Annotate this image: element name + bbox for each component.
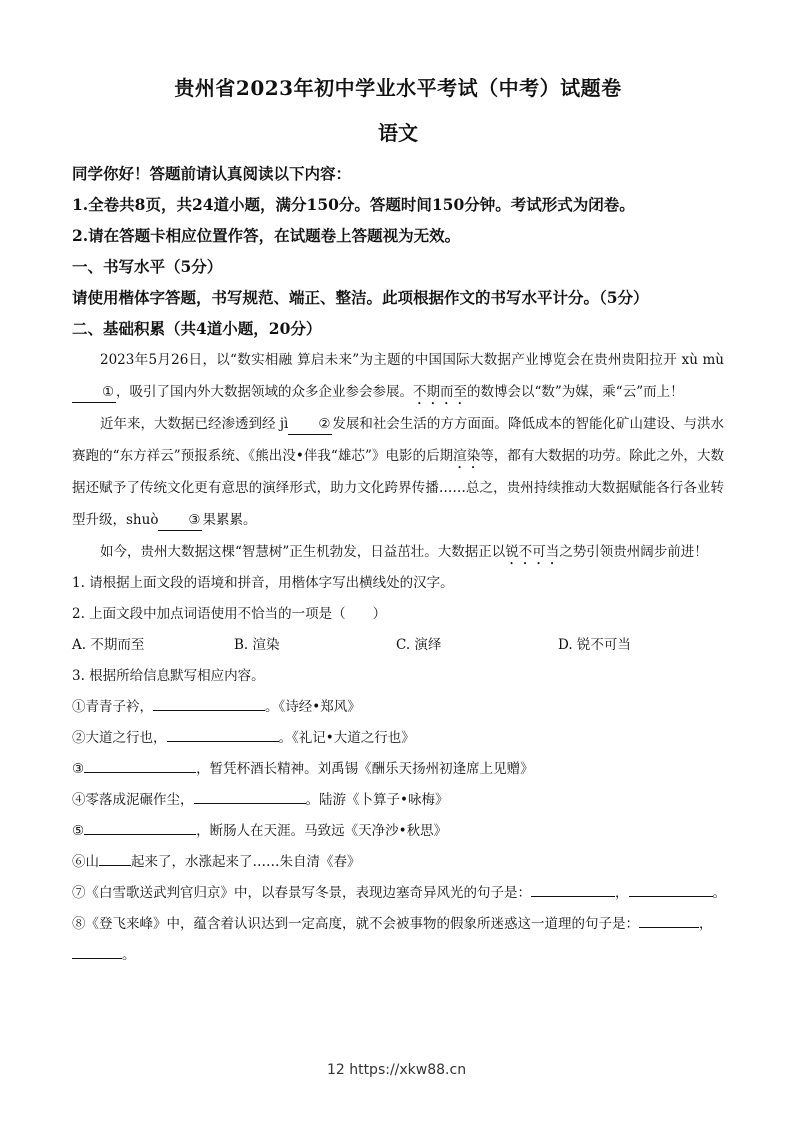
recite-blank[interactable] — [84, 772, 196, 773]
recite-blank[interactable] — [72, 958, 122, 959]
recite-item-3 — [72, 754, 724, 785]
recite-item-8 — [72, 909, 724, 940]
dotted-word: 不期而至 — [413, 384, 467, 400]
recite-blank[interactable] — [639, 927, 699, 928]
recite-text: 。陆游《卜算子•咏梅》 — [305, 792, 449, 808]
recite-text: ⑧《登飞来峰》中，蕴含着认识达到一定高度，就不会被事物的假象所迷惑这一道理的句子是： — [72, 916, 639, 932]
recite-item-5 — [72, 816, 724, 847]
recite-blank[interactable] — [167, 741, 279, 742]
page-footer: 12 https://xkw88.cn — [326, 1062, 467, 1078]
exam-page — [72, 64, 724, 971]
option-c[interactable]: C. 演绎 — [396, 637, 442, 653]
dotted-word: 渲染 — [453, 448, 481, 464]
instruction-item-1: 1.全卷共8页，共24道小题，满分150分。答题时间150分钟。考试形式为闭卷。 — [72, 195, 635, 214]
recite-blank[interactable] — [194, 803, 306, 804]
section2-heading: 二、基础积累（共4道小题，20分） — [72, 319, 322, 338]
passage-text: 发展和社会生活的方方面面。降低成本的智能化矿山建设、与洪水赛跑的“东方祥云”预报系统、《熊出没•伴我“雄芯”》电影的后期 — [72, 416, 725, 464]
answer-blank-2[interactable]: ② — [288, 414, 332, 435]
option-d[interactable]: D. 锐不可当 — [558, 637, 631, 653]
answer-blank-3[interactable]: ③ — [158, 510, 202, 531]
recite-blank[interactable] — [531, 896, 615, 897]
passage-text: 近年来，大数据已经渗透到经 jì — [100, 416, 289, 432]
recite-text: ， — [615, 885, 629, 901]
section1-heading: 一、书写水平（5分） — [72, 257, 223, 276]
subject-title: 语文 — [378, 121, 418, 145]
recite-text: ，暂凭杯酒长精神。刘禹锡《酬乐天扬州初逢席上见赠》 — [196, 761, 534, 777]
instructions-greeting: 同学你好！答题前请认真阅读以下内容： — [72, 164, 352, 183]
exam-title: 贵州省2023年初中学业水平考试（中考）试题卷 — [174, 76, 622, 100]
recite-text: ⑥山 — [72, 854, 99, 870]
recite-item-6 — [72, 847, 724, 878]
passage-text: 如今，贵州大数据这棵“智慧树”正生机勃发，日益茁壮。大数据正以 — [100, 544, 506, 560]
recite-text: 。《礼记•大道之行也》 — [278, 730, 415, 746]
option-b[interactable]: B. 渲染 — [234, 637, 280, 653]
passage-paragraph-2 — [72, 408, 724, 536]
recite-text: 。 — [712, 885, 726, 901]
recite-text: ⑤ — [72, 823, 85, 839]
recite-item-8-cont — [72, 940, 724, 971]
recite-text: ， — [699, 916, 713, 932]
question-2: 2. 上面文段中加点词语使用不恰当的一项是（ ） — [72, 606, 387, 622]
question-2-options — [72, 630, 724, 661]
recite-item-1 — [72, 692, 724, 723]
recite-text: ④零落成泥碾作尘， — [72, 792, 194, 808]
question-3: 3. 根据所给信息默写相应内容。 — [72, 668, 265, 684]
recite-blank[interactable] — [84, 834, 196, 835]
section1-text: 请使用楷体字答题，书写规范、端正、整洁。此项根据作文的书写水平计分。（5分） — [72, 288, 649, 307]
dotted-word: 锐不可当 — [505, 544, 560, 560]
question-1: 1. 请根据上面文段的语境和拼音，用楷体字写出横线处的汉字。 — [72, 575, 454, 591]
recite-item-7 — [72, 878, 724, 909]
recite-item-2 — [72, 723, 724, 754]
passage-text: 等，都有大数据的功劳。除此之外，大数据还赋予了传统文化更有意思的演绎形式，助力文化跨界传播……总之，贵州持续推动大数据赋能各行各业转型升级，shuò — [72, 448, 725, 528]
recite-text: 。 — [122, 947, 136, 963]
passage-paragraph-1 — [72, 344, 724, 408]
recite-text: ③ — [72, 761, 85, 777]
option-a[interactable]: A. 不期而至 — [72, 637, 145, 653]
passage-paragraph-3 — [72, 536, 724, 568]
recite-blank[interactable] — [153, 710, 265, 711]
recite-text: ⑦《白雪歌送武判官归京》中，以春景写冬景，表现边塞奇异风光的句子是： — [72, 885, 531, 901]
recite-blank[interactable] — [99, 865, 131, 866]
recite-text: ，断肠人在天涯。马致远《天净沙•秋思》 — [196, 823, 448, 839]
recite-text: 。《诗经•郑风》 — [265, 699, 361, 715]
answer-blank-1[interactable]: ① — [72, 382, 116, 403]
passage-text: 果累累。 — [202, 512, 257, 528]
passage-text: 的数博会以“数”为媒，乘“云”而上！ — [467, 384, 684, 400]
recite-blank[interactable] — [629, 896, 713, 897]
recite-text: 起来了，水涨起来了……朱自清《春》 — [131, 854, 361, 870]
recite-text: ①青青子衿， — [72, 699, 153, 715]
recite-text: ②大道之行也， — [72, 730, 167, 746]
passage-text: 2023年5月26日，以“数实相融 算启未来”为主题的中国国际大数据产业博览会在贵州贵阳拉开 xù mù — [100, 352, 724, 368]
instruction-item-2: 2.请在答题卡相应位置作答，在试题卷上答题视为无效。 — [72, 226, 461, 245]
passage-text: 之势引领贵州阔步前进！ — [559, 544, 708, 560]
recite-item-4 — [72, 785, 724, 816]
passage-text: ，吸引了国内外大数据领域的众多企业参会参展。 — [116, 384, 413, 400]
